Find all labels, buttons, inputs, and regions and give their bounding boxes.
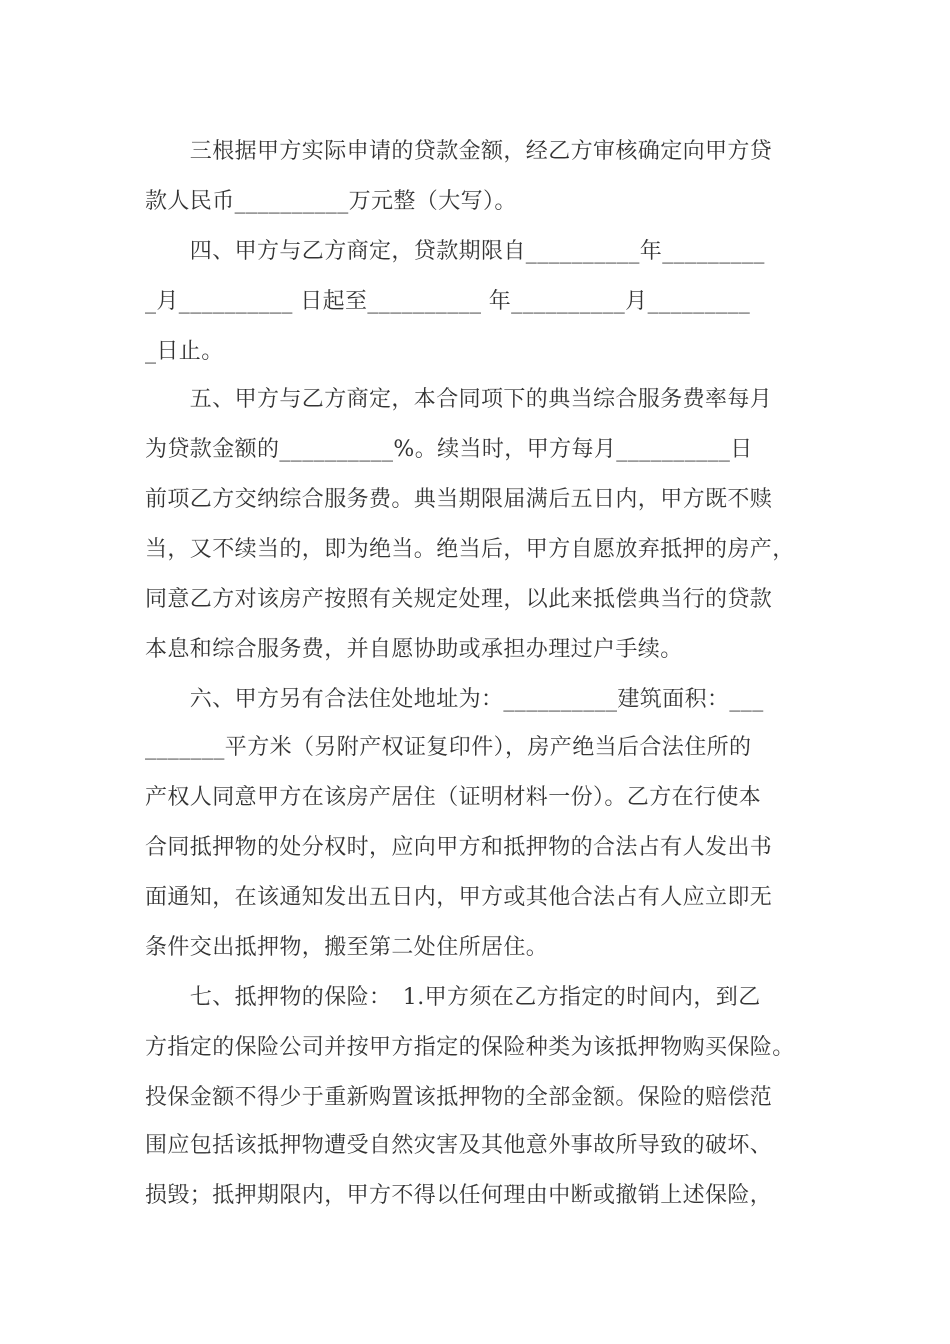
text-line: 损毁；抵押期限内，甲方不得以任何理由中断或撤销上述保险， [145,1183,773,1208]
text-line: 为贷款金额的__________%。续当时，甲方每月__________日 [145,437,753,462]
text-line: 五、甲方与乙方商定，本合同项下的典当综合服务费率每月 [145,387,773,412]
text-line: 产权人同意甲方在该房产居住（证明材料一份）。乙方在行使本 [145,785,762,810]
text-line: 三根据甲方实际申请的贷款金额，经乙方审核确定向甲方贷 [145,139,773,164]
text-line: 款人民币__________万元整（大写）。 [145,189,517,214]
text-line: 投保金额不得少于重新购置该抵押物的全部金额。保险的赔偿范 [145,1085,773,1110]
text-line: _______平方米（另附产权证复印件），房产绝当后合法住所的 [145,735,752,760]
text-line: 四、甲方与乙方商定，贷款期限自__________年_________ [145,239,765,264]
text-line: 前项乙方交纳综合服务费。典当期限届满后五日内，甲方既不赎 [145,487,773,512]
text-line: 合同抵押物的处分权时，应向甲方和抵押物的合法占有人发出书 [145,835,773,860]
text-line: 面通知，在该通知发出五日内，甲方或其他合法占有人应立即无 [145,885,773,910]
text-line: 当，又不续当的，即为绝当。绝当后，甲方自愿放弃抵押的房产， [145,537,795,562]
text-line: 七、抵押物的保险： 1.甲方须在乙方指定的时间内，到乙 [145,985,761,1010]
text-line: _月__________ 日起至__________ 年__________月_________ [145,289,751,314]
text-line: 围应包括该抵押物遭受自然灾害及其他意外事故所导致的破坏、 [145,1133,773,1158]
text-line: 六、甲方另有合法住处地址为：__________建筑面积：___ [145,687,764,712]
text-line: 同意乙方对该房产按照有关规定处理，以此来抵偿典当行的贷款 [145,587,773,612]
text-line: 条件交出抵押物，搬至第二处住所居住。 [145,935,549,960]
text-line: 方指定的保险公司并按甲方指定的保险种类为该抵押物购买保险。 [145,1035,795,1060]
text-line: 本息和综合服务费，并自愿协助或承担办理过户手续。 [145,637,683,662]
text-line: _日止。 [145,339,224,364]
